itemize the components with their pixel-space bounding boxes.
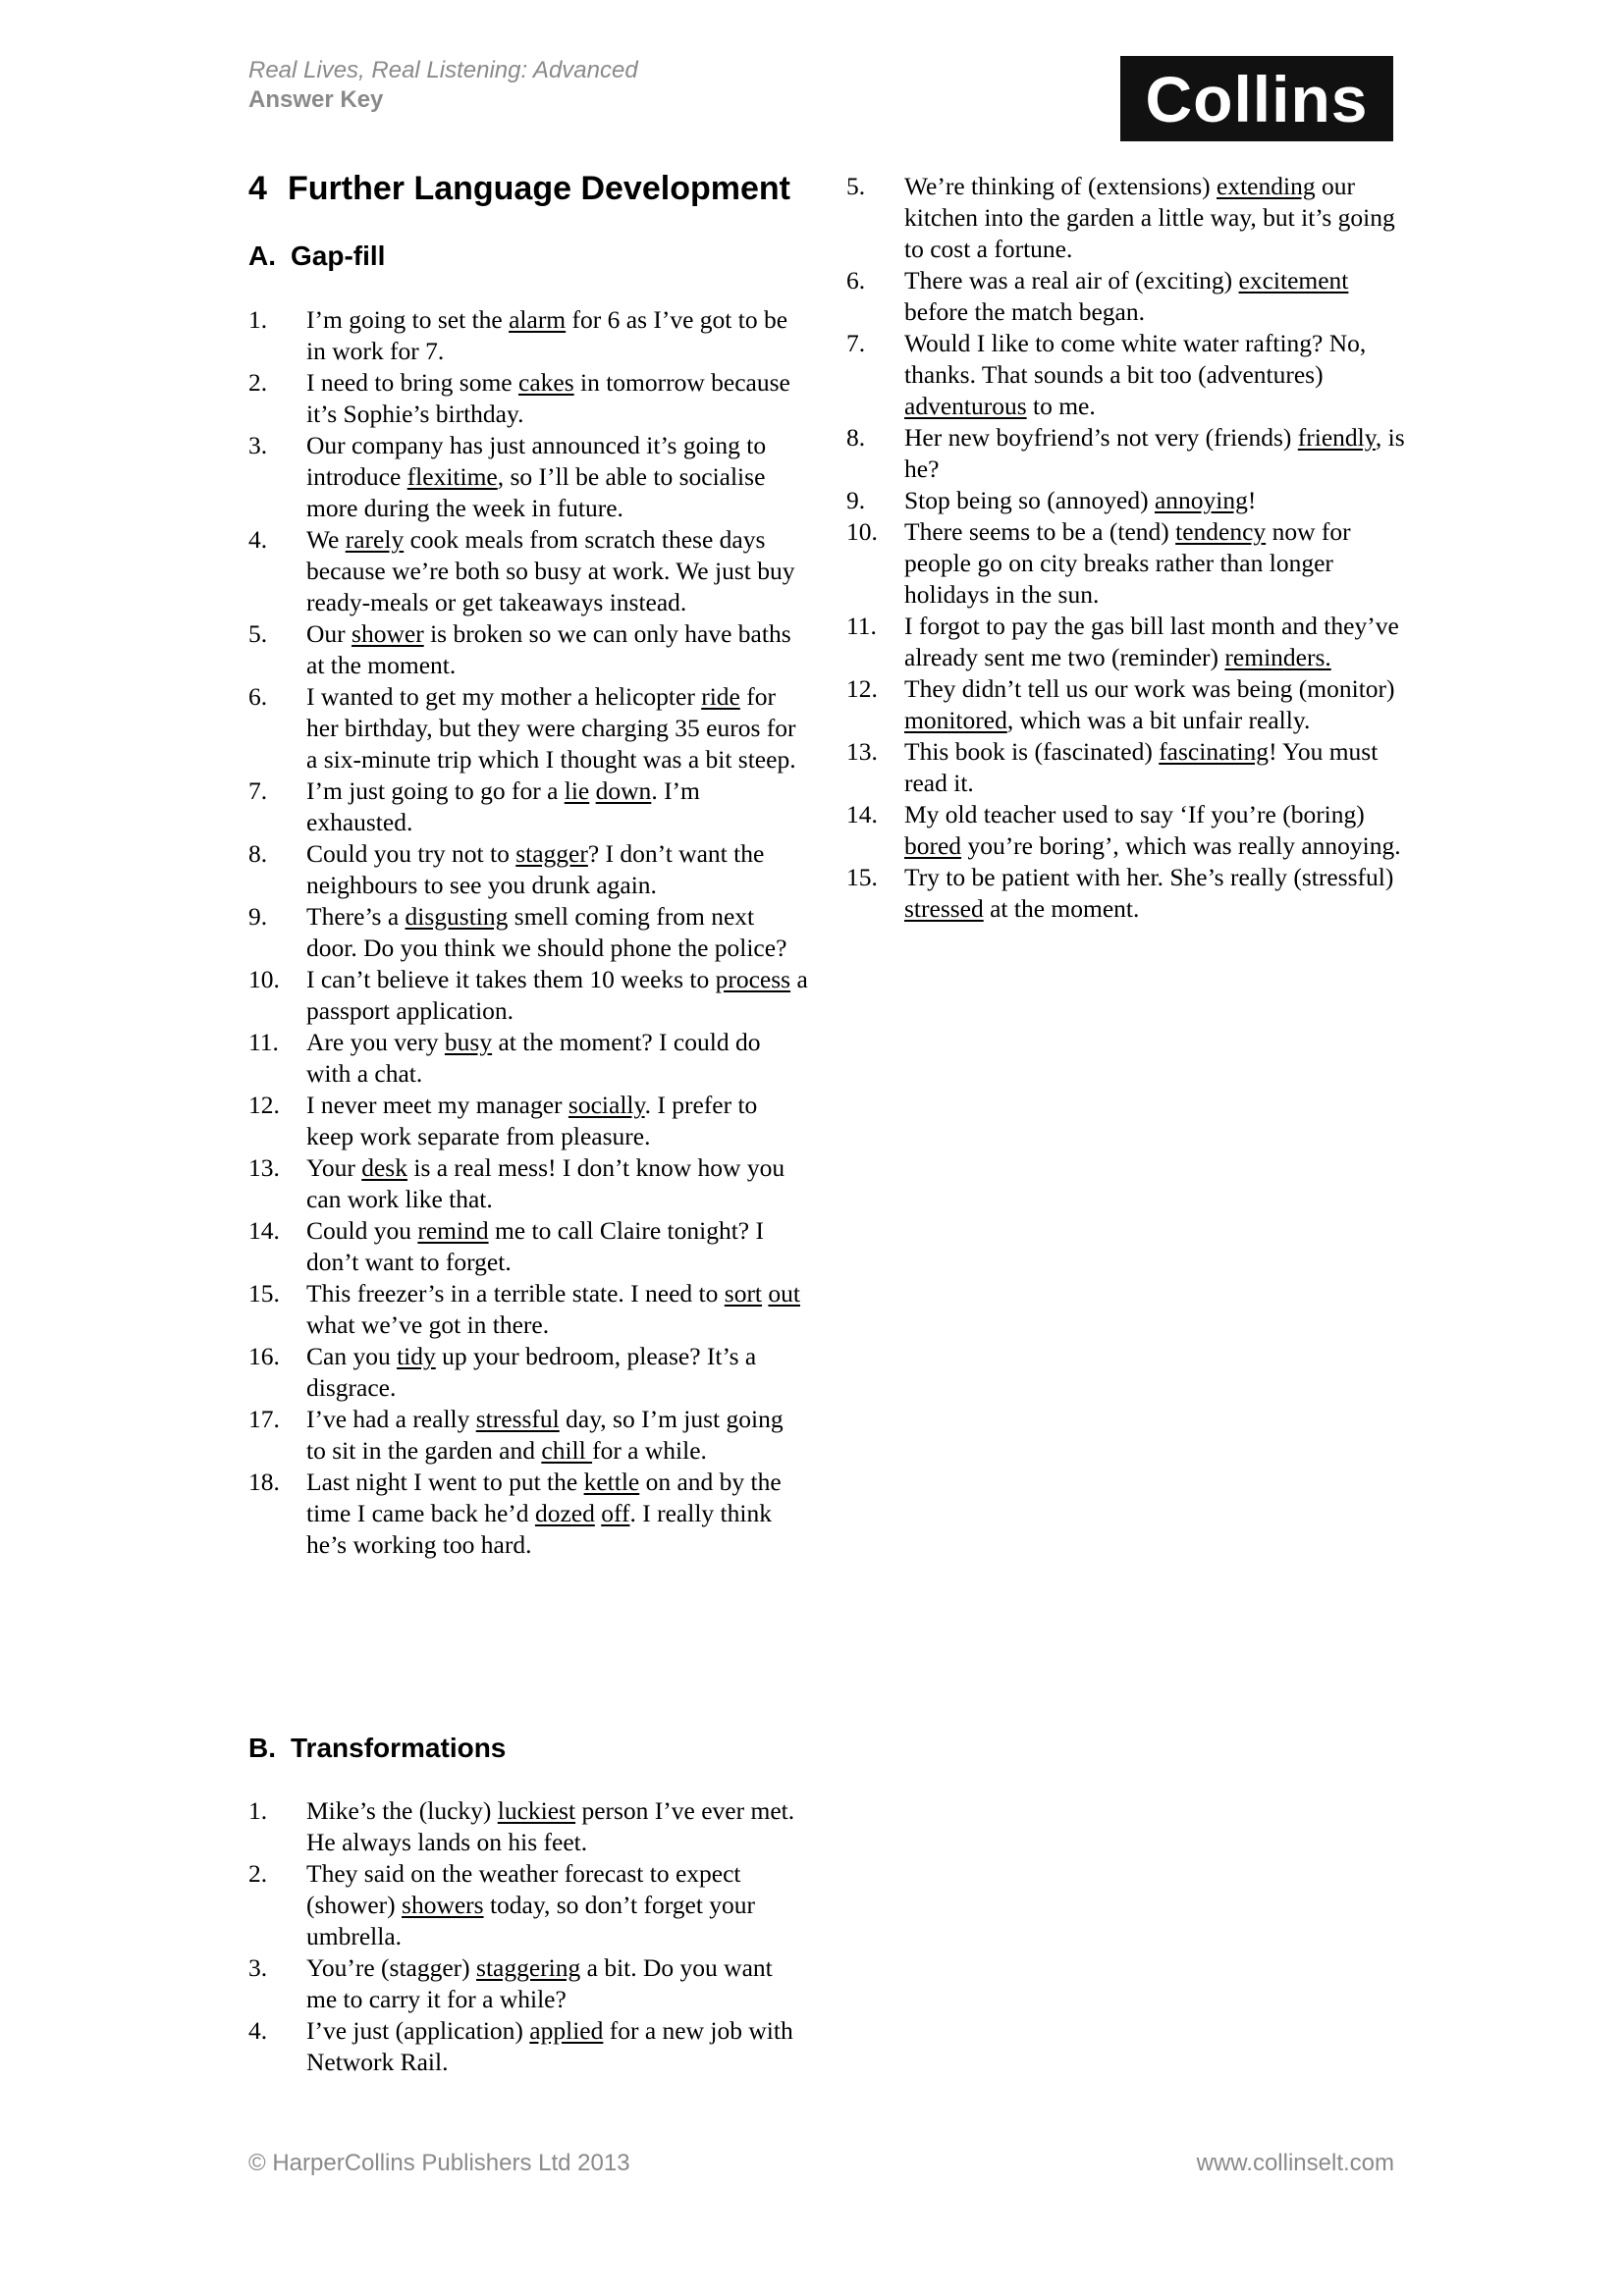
list-item <box>846 422 1416 485</box>
item-number: 6. <box>846 266 866 294</box>
list-item <box>846 862 1416 925</box>
sentence-text: This book is (fascinated) <box>904 737 1160 766</box>
sentence-text: There seems to be a (tend) <box>904 517 1176 546</box>
sentence-text: Can you <box>306 1342 398 1370</box>
sentence-text: what we’ve got in there. <box>306 1310 550 1339</box>
sentence-text: a bit. Do you want me to carry it for a while? <box>306 1953 773 2013</box>
sentence-text: There was a real air of (exciting) <box>904 266 1239 294</box>
item-number: 14. <box>846 800 878 828</box>
sentence-text: ! <box>1247 486 1257 514</box>
list-item <box>846 673 1416 736</box>
sentence-text: You’re (stagger) <box>306 1953 477 1982</box>
answer-word: fascinating <box>1159 737 1270 766</box>
sentence-text: in tomorrow because it’s Sophie’s birthday. <box>306 368 790 428</box>
answer-word: friendly <box>1297 423 1376 452</box>
list-item <box>846 171 1416 265</box>
item-number: 13. <box>248 1153 280 1182</box>
sentence-text: We <box>306 525 346 554</box>
answer-word: stressed <box>904 894 984 923</box>
list-item <box>248 524 808 618</box>
list-item <box>248 1215 808 1278</box>
answer-word: staggering <box>476 1953 581 1982</box>
answer-word: disgusting <box>405 902 509 931</box>
part-a-letter: A. <box>248 240 276 271</box>
answer-word: dozed <box>534 1499 595 1527</box>
list-item <box>248 304 808 367</box>
sentence-text: Try to be patient with her. She’s really (stressful) <box>904 863 1394 891</box>
item-number: 5. <box>846 172 866 200</box>
gap-fill-list <box>248 304 808 1561</box>
answer-word: stressful <box>475 1405 560 1433</box>
sentence-text: Last night I went to put the <box>306 1468 584 1496</box>
list-item <box>846 799 1416 862</box>
sentence-text: ? I don’t want the neighbours to see you drunk again. <box>306 839 765 899</box>
answer-word: rarely <box>345 525 405 554</box>
answer-word: kettle <box>583 1468 640 1496</box>
answer-word: stagger <box>515 839 588 868</box>
part-b-title: Transformations <box>291 1733 507 1763</box>
answer-word: process <box>715 965 791 993</box>
answer-word: off <box>601 1499 630 1527</box>
sentence-text: for a while. <box>592 1436 707 1465</box>
item-number: 2. <box>248 1859 268 1888</box>
sentence-text: We’re thinking of (extensions) <box>904 172 1217 200</box>
sentence-text: a passport application. <box>306 965 808 1025</box>
sentence-text: . I really think he’s working too hard. <box>306 1499 772 1559</box>
sentence-text: There’s a <box>306 902 406 931</box>
answer-word: luckiest <box>497 1796 576 1825</box>
sentence-text: now for people go on city breaks rather than longer holidays in the sun. <box>904 517 1351 609</box>
sentence-text: Could you <box>306 1216 418 1245</box>
sentence-text: I’ve just (application) <box>306 2016 530 2045</box>
answer-word: monitored <box>904 706 1007 734</box>
part-b-heading <box>248 1733 506 1764</box>
list-item <box>248 681 808 775</box>
list-item <box>248 1152 808 1215</box>
list-item <box>846 265 1416 328</box>
sentence-text: I’ve had a really <box>306 1405 476 1433</box>
collins-logo: Collins <box>1120 56 1393 141</box>
item-number: 3. <box>248 431 268 459</box>
item-number: 4. <box>248 2016 268 2045</box>
answer-word: applied <box>529 2016 604 2045</box>
sentence-text: Mike’s the (lucky) <box>306 1796 498 1825</box>
item-number: 2. <box>248 368 268 397</box>
item-number: 6. <box>248 682 268 711</box>
part-b-letter: B. <box>248 1733 276 1763</box>
item-number: 1. <box>248 1796 268 1825</box>
footer-copyright: © HarperCollins Publishers Ltd 2013 <box>248 2150 630 2176</box>
item-number: 8. <box>248 839 268 868</box>
answer-word: busy <box>444 1028 493 1056</box>
sentence-text: for 6 as I’ve got to be in work for 7. <box>306 305 788 365</box>
sentence-text: I forgot to pay the gas bill last month and they’ve already sent me two (reminder) <box>904 612 1399 671</box>
sentence-text: I’m going to set the <box>306 305 510 334</box>
item-number: 15. <box>846 863 878 891</box>
item-number: 11. <box>248 1028 279 1056</box>
footer-website: www.collinselt.com <box>1196 2150 1394 2176</box>
sentence-text: Our <box>306 619 352 648</box>
answer-word: sort <box>724 1279 763 1308</box>
answer-word: lie <box>564 776 590 805</box>
part-a-heading <box>248 240 385 272</box>
item-number: 9. <box>846 486 866 514</box>
list-item <box>248 1795 808 1858</box>
sentence-text: Are you very <box>306 1028 445 1056</box>
item-number: 7. <box>248 776 268 805</box>
answer-word: cakes <box>518 368 574 397</box>
item-number: 12. <box>846 674 878 703</box>
answer-word: ride <box>701 682 740 711</box>
item-number: 14. <box>248 1216 280 1245</box>
list-item <box>248 430 808 524</box>
part-a-title: Gap-fill <box>291 240 386 271</box>
item-number: 16. <box>248 1342 280 1370</box>
list-item <box>846 736 1416 799</box>
sentence-text: I’m just going to go for a <box>306 776 565 805</box>
list-item <box>846 516 1416 611</box>
sentence-text: at the moment? I could do with a chat. <box>306 1028 761 1088</box>
sentence-text: , is he? <box>904 423 1405 483</box>
list-item <box>248 775 808 838</box>
answer-word: extending <box>1217 172 1316 200</box>
list-item <box>846 611 1416 673</box>
item-number: 3. <box>248 1953 268 1982</box>
answer-word: annoying <box>1154 486 1248 514</box>
transformations-list-right <box>846 171 1416 925</box>
section-heading <box>248 170 790 208</box>
sentence-text: is a real mess! I don’t know how you can work like that. <box>306 1153 785 1213</box>
sentence-text: Would I like to come white water rafting? No, thanks. That sounds a bit too (adventures) <box>904 329 1367 389</box>
list-item <box>248 618 808 681</box>
sentence-text: Could you try not to <box>306 839 516 868</box>
answer-word: flexitime <box>406 462 498 491</box>
answer-word: showers <box>402 1891 484 1919</box>
section-title: Further Language Development <box>288 170 790 207</box>
item-number: 4. <box>248 525 268 554</box>
sentence-text: I never meet my manager <box>306 1091 568 1119</box>
sentence-text: before the match began. <box>904 297 1145 326</box>
sentence-text: I need to bring some <box>306 368 518 397</box>
list-item <box>248 901 808 964</box>
list-item <box>248 1952 808 2015</box>
list-item <box>248 1858 808 1952</box>
item-number: 10. <box>248 965 280 993</box>
item-number: 13. <box>846 737 878 766</box>
item-number: 11. <box>846 612 877 640</box>
sentence-text: My old teacher used to say ‘If you’re (boring) <box>904 800 1365 828</box>
list-item <box>248 838 808 901</box>
sentence-text: for her birthday, but they were charging 35 euros for a six-minute trip which I thought was a bit steep. <box>306 682 796 774</box>
sentence-text: , which was a bit unfair really. <box>1006 706 1311 734</box>
list-item <box>248 1404 808 1467</box>
sentence-text: Her new boyfriend’s not very (friends) <box>904 423 1298 452</box>
answer-word: adventurous <box>904 392 1027 420</box>
list-item <box>248 367 808 430</box>
item-number: 9. <box>248 902 268 931</box>
answer-word: reminders. <box>1224 643 1331 671</box>
item-number: 15. <box>248 1279 280 1308</box>
answer-word: tendency <box>1175 517 1267 546</box>
answer-word: desk <box>361 1153 407 1182</box>
list-item <box>248 964 808 1027</box>
document-type: Answer Key <box>248 86 384 113</box>
list-item <box>248 1341 808 1404</box>
sentence-text: Our company has just announced it’s going to introduce <box>306 431 767 491</box>
list-item <box>248 1027 808 1090</box>
sentence-text: Your <box>306 1153 362 1182</box>
sentence-text: for a new job with Network Rail. <box>306 2016 793 2076</box>
list-item <box>846 328 1416 422</box>
sentence-text: cook meals from scratch these days because we’re both so busy at work. We just buy ready-meals or get takeaways instead. <box>306 525 795 616</box>
section-number: 4 <box>248 170 267 207</box>
item-number: 18. <box>248 1468 280 1496</box>
sentence-text: up your bedroom, please? It’s a disgrace. <box>306 1342 757 1402</box>
sentence-text: ! You must read it. <box>904 737 1379 797</box>
item-number: 8. <box>846 423 866 452</box>
list-item <box>846 485 1416 516</box>
sentence-text: you’re boring’, which was really annoying. <box>961 831 1401 860</box>
sentence-text: our kitchen into the garden a little way, but it’s going to cost a fortune. <box>904 172 1395 263</box>
book-title: Real Lives, Real Listening: Advanced <box>248 57 638 83</box>
answer-word: down <box>595 776 652 805</box>
sentence-text: today, so don’t forget your umbrella. <box>306 1891 756 1950</box>
list-item <box>248 1090 808 1152</box>
sentence-text: at the moment. <box>983 894 1140 923</box>
item-number: 7. <box>846 329 866 357</box>
answer-word: bored <box>904 831 962 860</box>
sentence-text: , so I’ll be able to socialise more during the week in future. <box>306 462 766 522</box>
list-item <box>248 1467 808 1561</box>
sentence-text: is broken so we can only have baths at the moment. <box>306 619 791 679</box>
item-number: 12. <box>248 1091 280 1119</box>
item-number: 5. <box>248 619 268 648</box>
sentence-text: . I prefer to keep work separate from pleasure. <box>306 1091 758 1150</box>
sentence-text: This freezer’s in a terrible state. I need to <box>306 1279 725 1308</box>
sentence-text: smell coming from next door. Do you think we should phone the police? <box>306 902 787 962</box>
sentence-text: I can’t believe it takes them 10 weeks to <box>306 965 716 993</box>
answer-word: remind <box>417 1216 489 1245</box>
sentence-text: person I’ve ever met. He always lands on his feet. <box>306 1796 795 1856</box>
sentence-text: They didn’t tell us our work was being (monitor) <box>904 674 1395 703</box>
answer-word: alarm <box>509 305 567 334</box>
sentence-text: Stop being so (annoyed) <box>904 486 1155 514</box>
item-number: 17. <box>248 1405 280 1433</box>
item-number: 1. <box>248 305 268 334</box>
item-number: 10. <box>846 517 878 546</box>
transformations-list-left <box>248 1795 808 2078</box>
answer-word: tidy <box>397 1342 436 1370</box>
answer-word: shower <box>352 619 424 648</box>
answer-word: excitement <box>1238 266 1349 294</box>
list-item <box>248 2015 808 2078</box>
answer-word: chill <box>541 1436 593 1465</box>
sentence-text: me to call Claire tonight? I don’t want to forget. <box>306 1216 764 1276</box>
sentence-text: on and by the time I came back he’d <box>306 1468 782 1527</box>
sentence-text: to me. <box>1026 392 1096 420</box>
answer-word: socially <box>568 1091 645 1119</box>
list-item <box>248 1278 808 1341</box>
sentence-text: day, so I’m just going to sit in the garden and <box>306 1405 784 1465</box>
answer-word: out <box>768 1279 800 1308</box>
sentence-text: . I’m exhausted. <box>306 776 700 836</box>
sentence-text: They said on the weather forecast to expect (shower) <box>306 1859 741 1919</box>
sentence-text: I wanted to get my mother a helicopter <box>306 682 702 711</box>
